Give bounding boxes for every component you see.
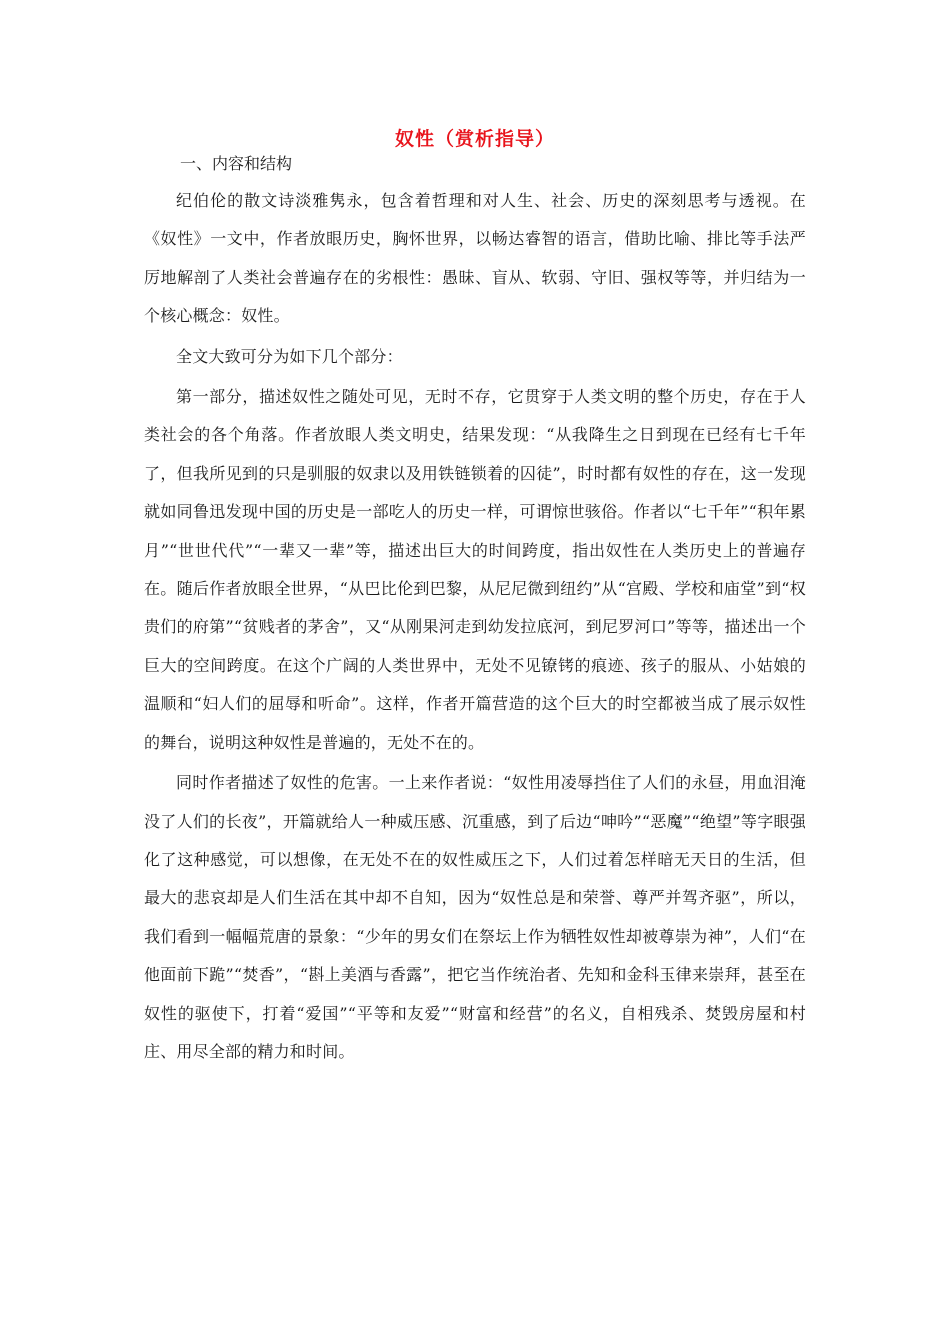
paragraph-harm: 同时作者描述了奴性的危害。一上来作者说：“奴性用凌辱挡住了人们的永昼，用血泪淹没了人们的长夜”，开篇就给人一种威压感、沉重感，到了后边“呻吟”“恶魔”“绝望”等字眼强化了这种感觉，可以想像，在无处不在的奴性威压之下，人们过着怎样暗无天日的生活，但最大的悲哀却是人们生活在其中却不自知，因为“奴性总是和荣誉、尊严并驾齐驱”，所以，我们看到一幅幅荒唐的景象：“少年的男女们在祭坛上作为牺牲奴性却被尊崇为神”，人们“在他面前下跪”“焚香”，“斟上美酒与香露”，把它当作统治者、先知和金科玉律来崇拜，甚至在奴性的驱使下，打着“爱国”“平等和友爱”“财富和经营”的名义，自相残杀、焚毁房屋和村庄、用尽全部的精力和时间。 — [144, 773, 806, 1061]
paragraph-part-one: 第一部分，描述奴性之随处可见，无时不存，它贯穿于人类文明的整个历史，存在于人类社会的各个角落。作者放眼人类文明史，结果发现：“从我降生之日到现在已经有七千年了，但我所见到的只是驯服的奴隶以及用铁链锁着的囚徒”，时时都有奴性的存在，这一发现就如同鲁迅发现中国的历史是一部吃人的历史一样，可谓惊世骇俗。作者以“七千年”“积年累月”“世世代代”“一辈又一辈”等，描述出巨大的时间跨度，指出奴性在人类历史上的普遍存在。随后作者放眼全世界，“从巴比伦到巴黎，从尼尼微到纽约”从“宫殿、学校和庙堂”到“权贵们的府第”“贫贱者的茅舍”，又“从刚果河走到幼发拉底河，到尼罗河口”等等，描述出一个巨大的空间跨度。在这个广阔的人类世界中，无处不见镣铐的痕迹、孩子的服从、小姑娘的温顺和“妇人们的屈辱和听命”。这样，作者开篇营造的这个巨大的时空都被当成了展示奴性的舞台，说明这种奴性是普遍的，无处不在的。 — [144, 387, 806, 752]
document-body — [144, 146, 806, 1071]
paragraph-structure: 全文大致可分为如下几个部分： — [176, 346, 403, 366]
page-title: 奴性（赏析指导） — [394, 128, 555, 150]
paragraph-intro: 纪伯伦的散文诗淡雅隽永，包含着哲理和对人生、社会、历史的深刻思考与透视。在《奴性》一文中，作者放眼历史，胸怀世界，以畅达睿智的语言，借助比喻、排比等手法严厉地解剖了人类社会普遍存在的劣根性：愚昧、盲从、软弱、守旧、强权等等，并归结为一个核心概念：奴性。 — [144, 191, 806, 326]
section-heading: 一、内容和结构 — [180, 154, 293, 173]
